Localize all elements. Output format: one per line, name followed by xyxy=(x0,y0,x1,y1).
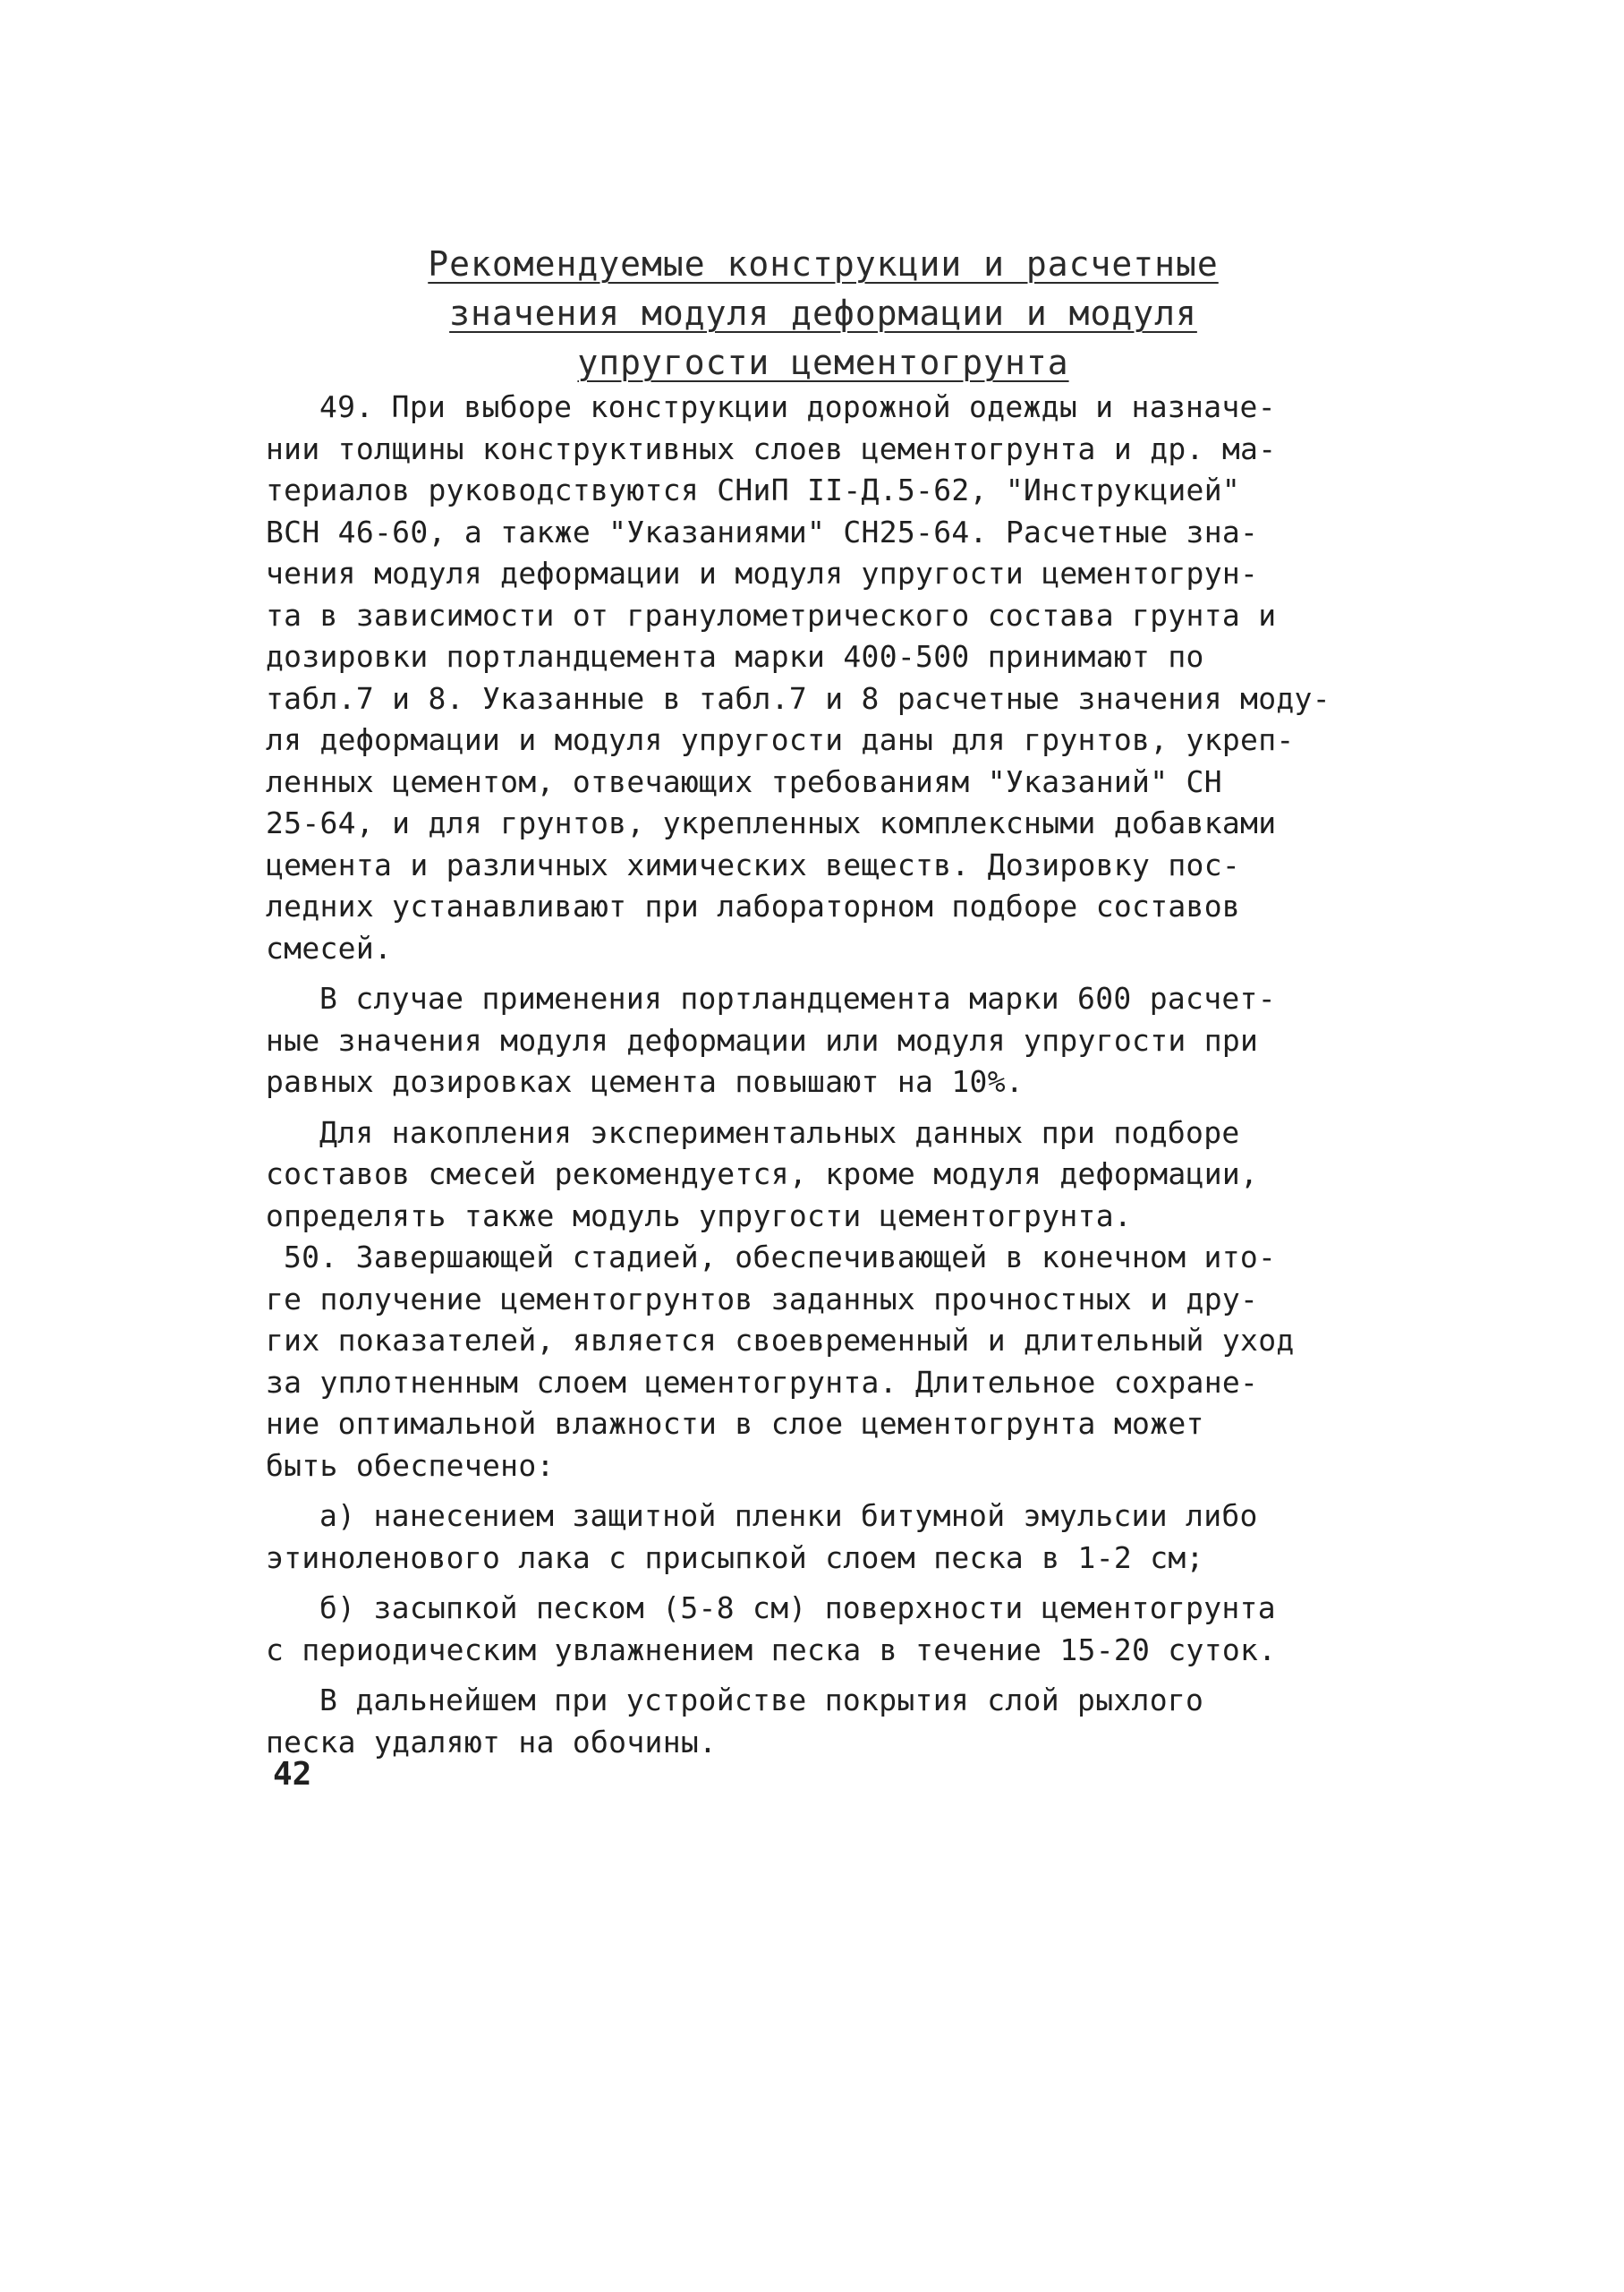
text-line: ге получение цементогрунтов заданных прочностных и дру- xyxy=(266,1281,1259,1316)
text-line: В случае применения портландцемента марки 600 расчет- xyxy=(319,981,1276,1016)
heading-line: упругости цементогрунта xyxy=(577,343,1069,382)
text-line: быть обеспечено: xyxy=(266,1447,555,1483)
text-line: ВСН 46-60, а также "Указаниями" СН25-64. Расчетные зна- xyxy=(266,514,1259,550)
text-line: В дальнейшем при устройстве покрытия слой рыхлого xyxy=(319,1683,1204,1717)
text-line: Для накопления экспериментальных данных при подборе xyxy=(319,1114,1240,1150)
text-line: ледних устанавливают при лабораторном подборе составов xyxy=(266,889,1241,924)
text-line: равных дозировках цемента повышают на 10%. xyxy=(266,1064,1025,1099)
text-line: териалов руководствуются СНиП II-Д.5-62, "Инструкцией" xyxy=(266,473,1241,507)
text-line: б) засыпкой песком (5-8 см) поверхности цементогрунта xyxy=(319,1590,1276,1625)
text-line: за уплотненным слоем цементогрунта. Длительное сохране- xyxy=(266,1364,1259,1400)
section-heading xyxy=(376,240,1271,388)
text-line: 25-64, и для грунтов, укрепленных комплексными добавками xyxy=(266,805,1277,840)
text-line: чения модуля деформации и модуля упругости цементогрун- xyxy=(266,556,1259,591)
body-text xyxy=(266,387,1393,1763)
text-line: а) нанесением защитной пленки битумной эмульсии либо xyxy=(319,1498,1258,1533)
page-number: 42 xyxy=(273,1756,312,1793)
text-line: ние оптимальной влажности в слое цементогрунта может xyxy=(266,1406,1204,1441)
text-line: с периодическим увлажнением песка в течение 15-20 суток. xyxy=(266,1632,1277,1667)
text-line: составов смесей рекомендуется, кроме модуля деформации, xyxy=(266,1156,1259,1191)
text-line: этиноленового лака с присыпкой слоем песка в 1-2 см; xyxy=(266,1539,1204,1575)
text-line: гих показателей, является своевременный и длительный уход xyxy=(266,1323,1295,1358)
text-line: цемента и различных химических веществ. Дозировку пос- xyxy=(266,847,1241,882)
text-line: табл.7 и 8. Указанные в табл.7 и 8 расчетные значения моду- xyxy=(266,680,1331,716)
text-line: ленных цементом, отвечающих требованиям "Указаний" СН xyxy=(266,763,1222,799)
text-line: нии толщины конструктивных слоев цементогрунта и др. ма- xyxy=(266,430,1277,466)
heading-line: Рекомендуемые конструкции и расчетные xyxy=(428,244,1219,284)
text-line: та в зависимости от гранулометрического состава грунта и xyxy=(266,597,1277,633)
text-line: 50. Завершающей стадией, обеспечивающей в конечном ито- xyxy=(284,1240,1277,1274)
text-line: песка удаляют на обочины. xyxy=(266,1724,718,1759)
text-line: ные значения модуля деформации или модуля упругости при xyxy=(266,1022,1259,1058)
text-line: 49. При выборе конструкции дорожной одежды и назначе- xyxy=(319,389,1276,424)
text-line: ля деформации и модуля упругости даны для грунтов, укреп- xyxy=(266,722,1295,757)
heading-line: значения модуля деформации и модуля xyxy=(449,294,1197,333)
text-line: дозировки портландцемента марки 400-500 принимают по xyxy=(266,639,1204,674)
text-line: смесей. xyxy=(266,930,393,966)
text-line: определять также модуль упругости цементогрунта. xyxy=(266,1197,1133,1233)
